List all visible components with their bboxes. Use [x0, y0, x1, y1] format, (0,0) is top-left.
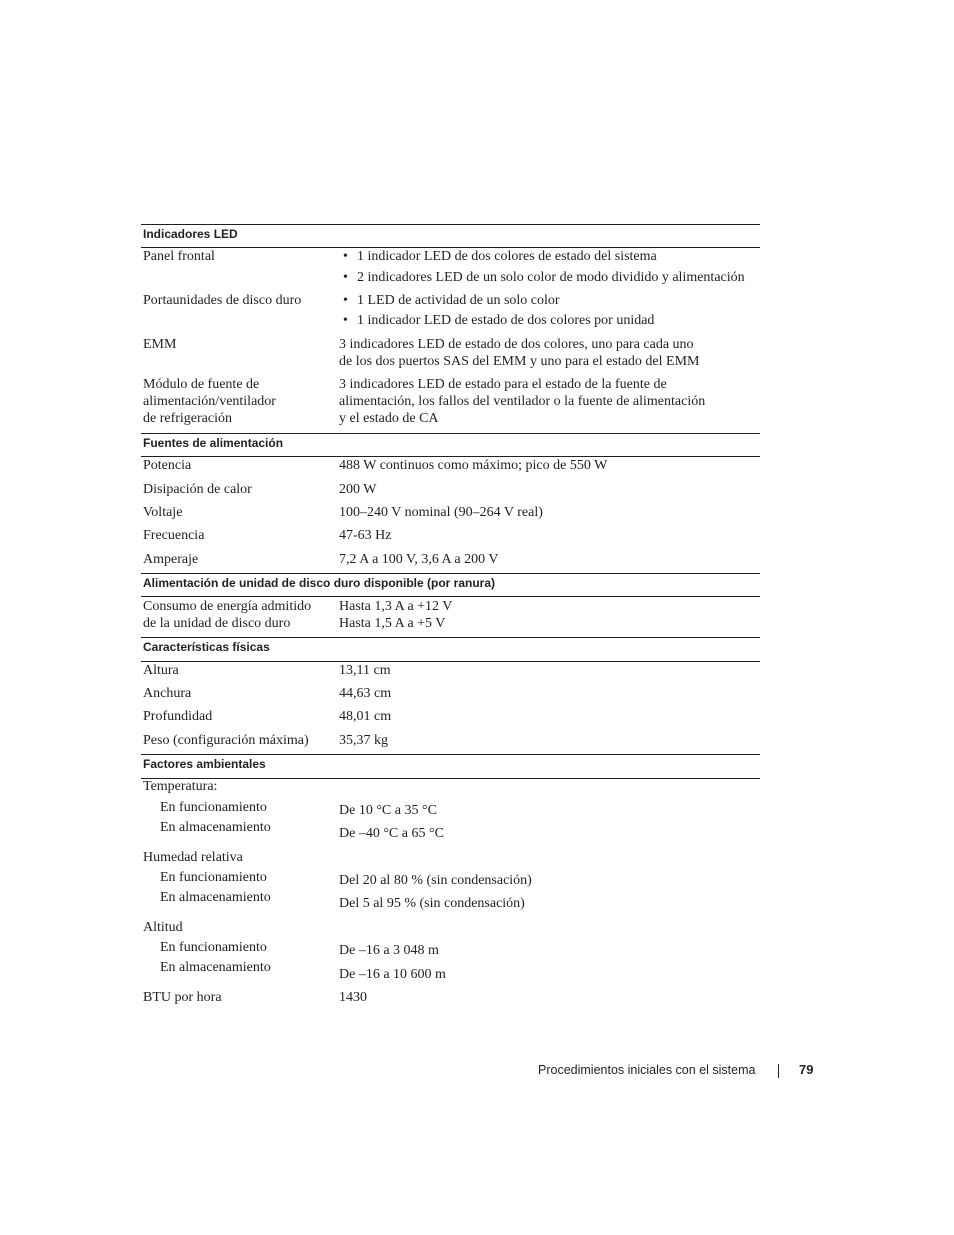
physical-row-label: Altura	[143, 663, 179, 678]
hdd-power-value-1: Hasta 1,3 A a +12 V	[339, 599, 453, 614]
power-row-label: Potencia	[143, 458, 192, 473]
power-row-value: 488 W continuos como máximo; pico de 550 W	[339, 458, 608, 473]
env-humidity-storage-value: Del 5 al 95 % (sin condensación)	[339, 896, 525, 911]
led-panel-bullet-1: • 1 indicador LED de dos colores de estado del sistema	[343, 249, 657, 264]
hdd-power-label-2: de la unidad de disco duro	[143, 616, 291, 631]
page-number: 79	[799, 1062, 814, 1077]
env-temp-label: Temperatura:	[143, 779, 218, 794]
bullet-icon: •	[343, 313, 348, 328]
section-title-environment: Factores ambientales	[143, 757, 266, 771]
footer-chapter-title: Procedimientos iniciales con el sistema	[538, 1063, 756, 1077]
power-row-value: 200 W	[339, 482, 377, 497]
power-row-value: 100–240 V nominal (90–264 V real)	[339, 505, 543, 520]
rule-physical-bottom	[141, 661, 760, 662]
hdd-power-value-2: Hasta 1,5 A a +5 V	[339, 616, 446, 631]
rule-environment-bottom	[141, 778, 760, 779]
bullet-icon: •	[343, 293, 348, 308]
led-psu-value-2: alimentación, los fallos del ventilador o la fuente de alimentación	[339, 394, 706, 409]
hdd-power-label-1: Consumo de energía admitido	[143, 599, 312, 614]
physical-row-value: 44,63 cm	[339, 686, 392, 701]
led-emm-value-2: de los dos puertos SAS del EMM y uno para el estado del EMM	[339, 354, 700, 369]
led-psu-label-2: alimentación/ventilador	[143, 394, 276, 409]
led-drive-label: Portaunidades de disco duro	[143, 293, 302, 308]
led-psu-label-3: de refrigeración	[143, 411, 232, 426]
env-altitude-label: Altitud	[143, 920, 183, 935]
env-humidity-operating-value: Del 20 al 80 % (sin condensación)	[339, 873, 532, 888]
led-panel-label: Panel frontal	[143, 249, 215, 264]
env-altitude-storage-value: De –16 a 10 600 m	[339, 967, 446, 982]
rule-environment-top	[141, 754, 760, 755]
section-title-power: Fuentes de alimentación	[143, 436, 284, 450]
env-temp-storage-value: De –40 °C a 65 °C	[339, 826, 444, 841]
env-temp-storage-label: En almacenamiento	[160, 820, 271, 835]
env-btu-label: BTU por hora	[143, 990, 222, 1005]
rule-power-top	[141, 433, 760, 434]
env-humidity-storage-label: En almacenamiento	[160, 890, 271, 905]
physical-row-label: Peso (configuración máxima)	[143, 733, 309, 748]
rule-physical-top	[141, 637, 760, 638]
env-humidity-operating-label: En funcionamiento	[160, 870, 267, 885]
led-psu-value-1: 3 indicadores LED de estado para el estado de la fuente de	[339, 377, 667, 392]
env-humidity-label: Humedad relativa	[143, 850, 243, 865]
physical-row-label: Anchura	[143, 686, 192, 701]
led-panel-bullet-2: • 2 indicadores LED de un solo color de modo dividido y alimentación	[343, 270, 745, 285]
physical-row-value: 48,01 cm	[339, 709, 392, 724]
bullet-icon: •	[343, 270, 348, 285]
power-row-label: Disipación de calor	[143, 482, 252, 497]
led-drive-bullet-2: • 1 indicador LED de estado de dos colores por unidad	[343, 313, 655, 328]
led-emm-label: EMM	[143, 337, 177, 352]
section-title-physical: Características físicas	[143, 640, 270, 654]
power-row-value: 7,2 A a 100 V, 3,6 A a 200 V	[339, 552, 499, 567]
env-temp-operating-label: En funcionamiento	[160, 800, 267, 815]
rule-hdd-power-top	[141, 573, 760, 574]
led-emm-value-1: 3 indicadores LED de estado de dos colores, uno para cada uno	[339, 337, 694, 352]
env-btu-value: 1430	[339, 990, 367, 1005]
physical-row-value: 13,11 cm	[339, 663, 391, 678]
led-psu-value-3: y el estado de CA	[339, 411, 439, 426]
section-title-led: Indicadores LED	[143, 227, 238, 241]
env-altitude-operating-value: De –16 a 3 048 m	[339, 943, 439, 958]
bullet-icon: •	[343, 249, 348, 264]
rule-led-top	[141, 224, 760, 225]
physical-row-value: 35,37 kg	[339, 733, 388, 748]
led-drive-bullet-1: • 1 LED de actividad de un solo color	[343, 293, 560, 308]
env-altitude-storage-label: En almacenamiento	[160, 960, 271, 975]
rule-hdd-power-bottom	[141, 596, 760, 597]
env-temp-operating-value: De 10 °C a 35 °C	[339, 803, 437, 818]
power-row-label: Frecuencia	[143, 528, 205, 543]
env-altitude-operating-label: En funcionamiento	[160, 940, 267, 955]
physical-row-label: Profundidad	[143, 709, 213, 724]
power-row-value: 47-63 Hz	[339, 528, 392, 543]
power-row-label: Amperaje	[143, 552, 199, 567]
led-psu-label-1: Módulo de fuente de	[143, 377, 260, 392]
footer-separator	[778, 1064, 779, 1078]
power-row-label: Voltaje	[143, 505, 183, 520]
section-title-hdd-power: Alimentación de unidad de disco duro disponible (por ranura)	[143, 576, 496, 590]
